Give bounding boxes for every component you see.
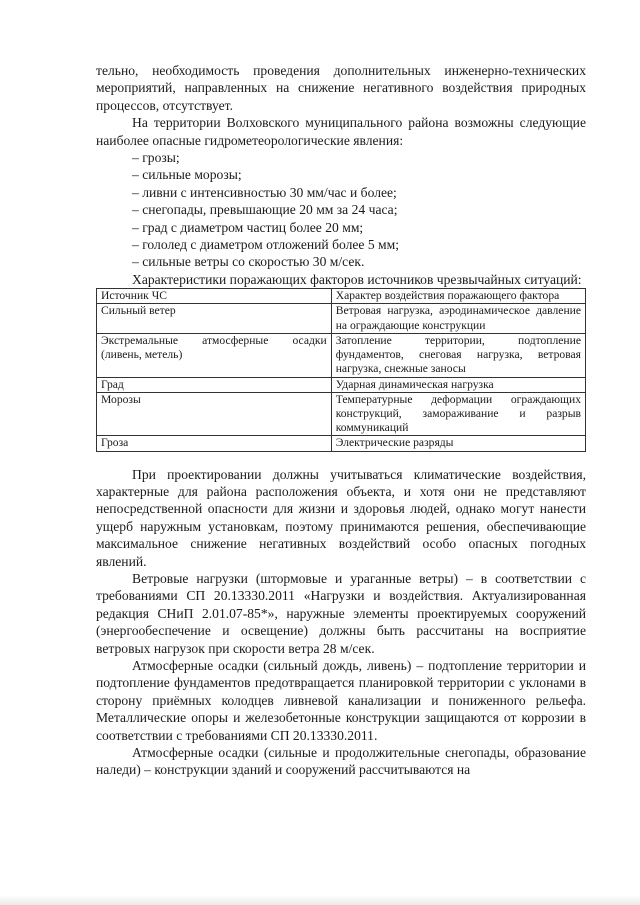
table-cell-source: Гроза — [97, 436, 332, 451]
table-cell-impact: Ветровая нагрузка, аэродинамическое давление на ограждающие конструкции — [331, 304, 585, 333]
table-cell-source: Град — [97, 377, 332, 392]
column-header-source: Источник ЧС — [97, 289, 332, 304]
list-item: – снегопады, превышающие 20 мм за 24 часа; — [132, 202, 398, 218]
table-caption: Характеристики поражающих факторов источников чрезвычайных ситуаций: — [132, 271, 582, 287]
page-bottom-edge — [0, 895, 640, 905]
table-cell-source: Морозы — [97, 392, 332, 436]
table-row — [97, 436, 586, 451]
list-item: – гололед с диаметром отложений более 5 мм; — [132, 237, 400, 253]
paragraph-wind-loads: Ветровые нагрузки (штормовые и ураганные ветры) – в соответствии с требованиями СП 20.13330.2011 «Нагрузки и воздействия. Актуализированная редакция СНиП 2.01.07-85*», наружные элементы проектируемых сооружений (энергообеспечение и освещение) должны быть рассчитаны на восприятие ветровых нагрузок при скорости ветра 28 м/сек. — [96, 570, 586, 656]
table-header-row — [97, 289, 586, 304]
table-cell-source: Экстремальные атмосферные осадки (ливень, метель) — [97, 333, 332, 377]
paragraph-hazards-intro: На территории Волховского муниципального района возможны следующие наиболее опасные гидрометеорологические явления: — [96, 115, 586, 148]
table-row — [97, 304, 586, 333]
table-row — [97, 392, 586, 436]
hazard-factors-table — [96, 288, 586, 451]
paragraph-snow: Атмосферные осадки (сильные и продолжительные снегопады, образование наледи) – конструкции зданий и сооружений рассчитываются на — [96, 745, 586, 778]
list-item: – град с диаметром частиц более 20 мм; — [132, 219, 364, 235]
list-item: – сильные ветры со скоростью 30 м/сек. — [132, 254, 365, 270]
paragraph-rain: Атмосферные осадки (сильный дождь, ливень) – подтопление территории и подтопление фундаментов предотвращается планировкой территории с уклонами в сторону приёмных колодцев ливневой канализации и пониженного рельефа. Металлические опоры и железобетонные конструкции защищаются от коррозии в соответствии с требованиями СП 20.13330.2011. — [96, 657, 586, 743]
table-cell-source: Сильный ветер — [97, 304, 332, 333]
table-cell-impact: Электрические разряды — [331, 436, 585, 451]
paragraph-intro: тельно, необходимость проведения дополнительных инженерно-технических мероприятий, направленных на снижение негативного воздействия природных процессов, отсутствует. — [96, 63, 586, 113]
paragraph-climate-design: При проектировании должны учитываться климатические воздействия, характерные для района расположения объекта, и хотя они не представляют непосредственной опасности для жизни и здоровья людей, однако могут нанести ущерб наружным установкам, поэтому принимаются решения, обеспечивающие максимальное снижение негативных воздействий особо опасных погодных явлений. — [96, 466, 586, 569]
table-row — [97, 377, 586, 392]
table-row — [97, 333, 586, 377]
column-header-impact: Характер воздействия поражающего фактора — [331, 289, 585, 304]
hazards-list — [96, 149, 586, 271]
table-cell-impact: Ударная динамическая нагрузка — [331, 377, 585, 392]
table-cell-impact: Температурные деформации ограждающих конструкций, замораживание и разрыв коммуникаций — [331, 392, 585, 436]
table-cell-impact: Затопление территории, подтопление фундаментов, снеговая нагрузка, ветровая нагрузка, снежные заносы — [331, 333, 585, 377]
list-item: – ливни с интенсивностью 30 мм/час и более; — [132, 184, 397, 200]
list-item: – грозы; — [132, 150, 180, 166]
list-item: – сильные морозы; — [132, 167, 242, 183]
